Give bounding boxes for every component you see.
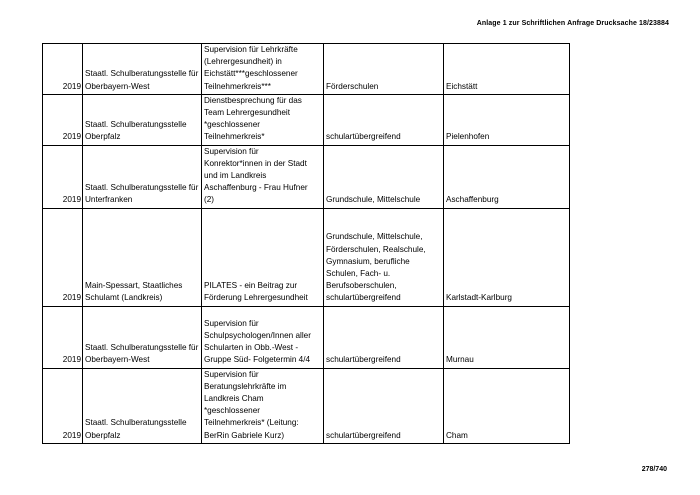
year-cell: 2019 — [43, 145, 83, 208]
title-cell: Supervision für Beratungslehrkräfte im Landkreis Cham *geschlossener Teilnehmerkreis* (Leitung: BerRin Gabriele Kurz) — [202, 368, 324, 443]
title-cell: Supervision für Konrektor*innen in der Stadt und im Landkreis Aschaffenburg - Frau Hufner (2) — [202, 145, 324, 208]
table-row — [43, 208, 570, 306]
office-cell: Staatl. Schulberatungsstelle für Oberbayern-West — [83, 44, 202, 95]
school-type-cell: Grundschule, Mittelschule, Förderschulen, Realschule, Gymnasium, berufliche Schulen, Fach- u. Berufsoberschulen, schulartübergreifend — [324, 208, 444, 306]
place-cell: Pielenhofen — [444, 94, 570, 145]
year-cell: 2019 — [43, 306, 83, 368]
year-cell: 2019 — [43, 368, 83, 443]
office-cell: Staatl. Schulberatungsstelle Oberpfalz — [83, 368, 202, 443]
office-cell: Staatl. Schulberatungsstelle Oberpfalz — [83, 94, 202, 145]
place-cell: Cham — [444, 368, 570, 443]
place-cell: Murnau — [444, 306, 570, 368]
year-cell: 2019 — [43, 208, 83, 306]
school-type-cell: schulartübergreifend — [324, 368, 444, 443]
title-cell: PILATES - ein Beitrag zur Förderung Lehrergesundheit — [202, 208, 324, 306]
office-cell: Main-Spessart, Staatliches Schulamt (Landkreis) — [83, 208, 202, 306]
year-cell: 2019 — [43, 94, 83, 145]
place-cell: Aschaffenburg — [444, 145, 570, 208]
school-type-cell: Förderschulen — [324, 44, 444, 95]
table-row — [43, 368, 570, 443]
school-type-cell: schulartübergreifend — [324, 94, 444, 145]
page-number: 278/740 — [641, 466, 667, 473]
office-cell: Staatl. Schulberatungsstelle für Unterfranken — [83, 145, 202, 208]
title-cell: Supervision für Schulpsychologen/Innen aller Schularten in Obb.-West - Gruppe Süd- Folgetermin 4/4 — [202, 306, 324, 368]
events-table — [42, 43, 570, 444]
table-row — [43, 306, 570, 368]
office-cell: Staatl. Schulberatungsstelle für Oberbayern-West — [83, 306, 202, 368]
place-cell: Eichstätt — [444, 44, 570, 95]
school-type-cell: Grundschule, Mittelschule — [324, 145, 444, 208]
table-row — [43, 44, 570, 95]
place-cell: Karlstadt-Karlburg — [444, 208, 570, 306]
year-cell: 2019 — [43, 44, 83, 95]
title-cell: Dienstbesprechung für das Team Lehrergesundheit *geschlossener Teilnehmerkreis* — [202, 94, 324, 145]
school-type-cell: schulartübergreifend — [324, 306, 444, 368]
title-cell: Supervision für Lehrkräfte (Lehrergesundheit) in Eichstätt***geschlossener Teilnehmerkreis*** — [202, 44, 324, 95]
table-row — [43, 145, 570, 208]
table-row — [43, 94, 570, 145]
document-header: Anlage 1 zur Schriftlichen Anfrage Drucksache 18/23884 — [476, 20, 669, 27]
